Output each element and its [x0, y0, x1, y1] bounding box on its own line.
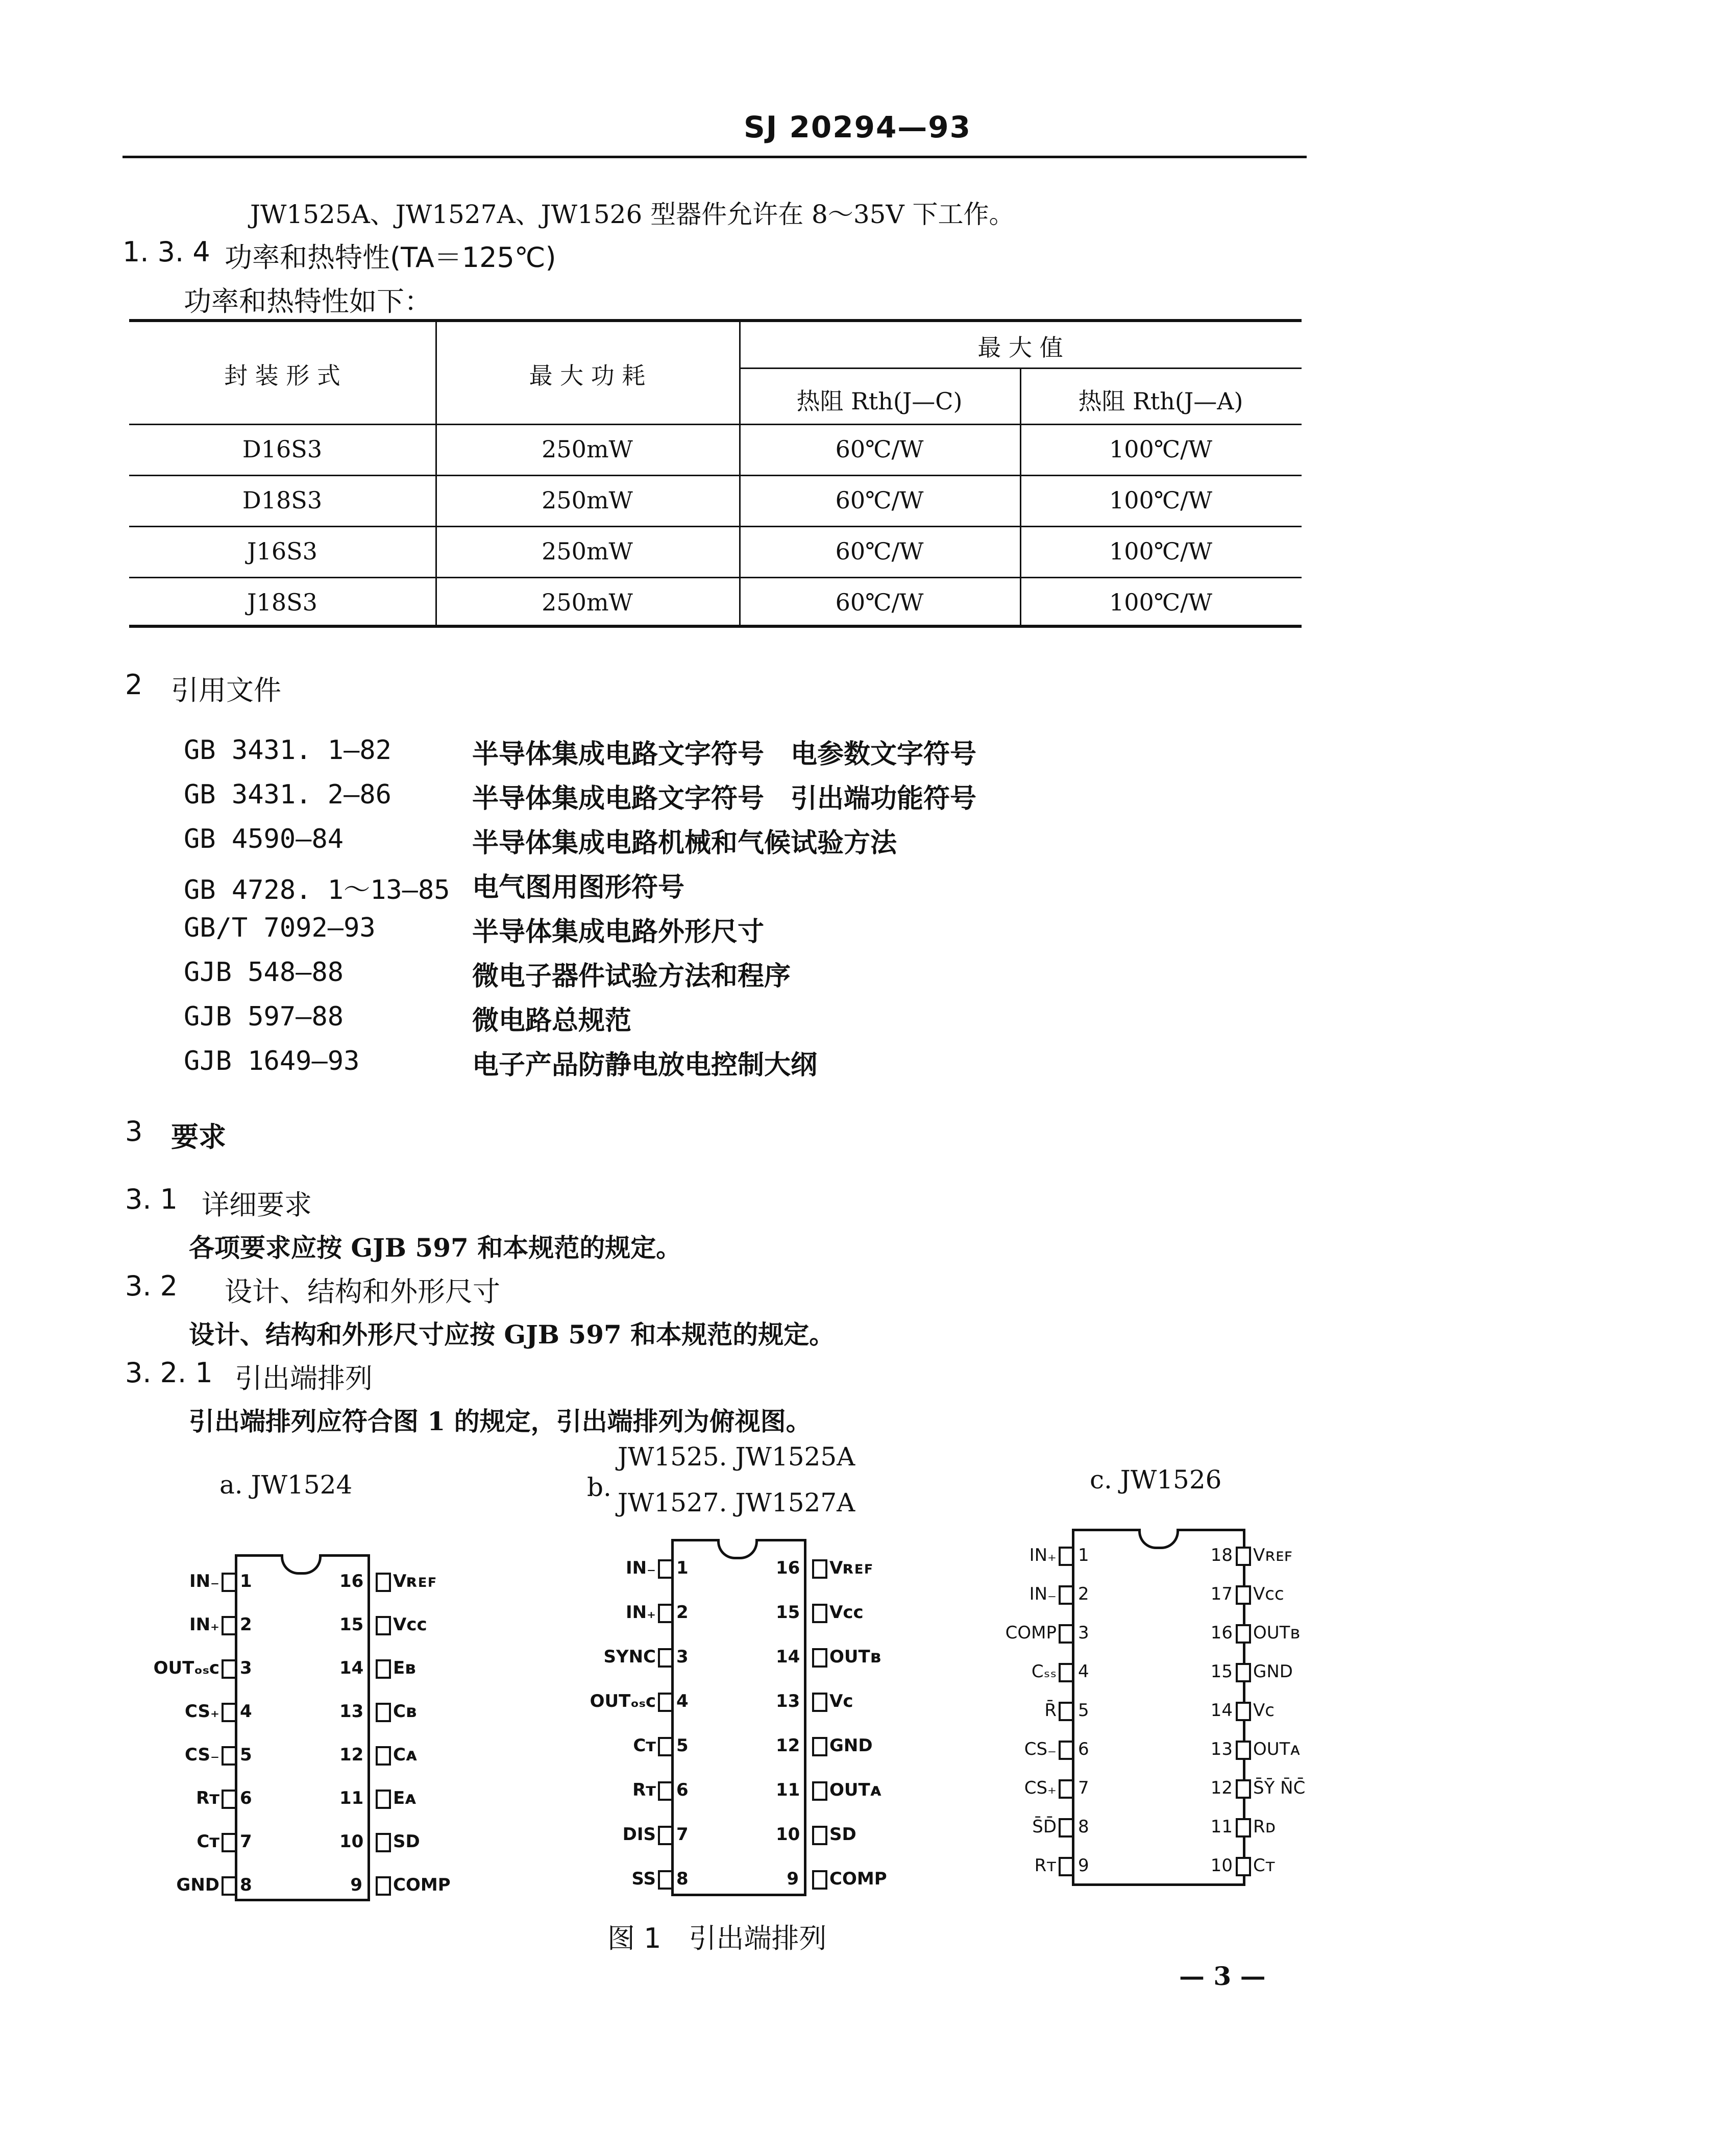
table-cell-package: D18S3 — [242, 486, 323, 514]
table-cell-power: 250mW — [542, 435, 633, 463]
pin-marker — [1236, 1702, 1251, 1721]
pin-label: OUTₒₛc — [590, 1691, 656, 1711]
pin-number: 4 — [676, 1691, 689, 1711]
pin-label: Cᴛ — [633, 1735, 656, 1756]
pin-marker — [222, 1790, 237, 1809]
pin-number: 11 — [339, 1788, 364, 1808]
pin-number: 2 — [676, 1602, 689, 1623]
pin-label: CS₊ — [184, 1701, 219, 1722]
section-3-2-1-title: 引出端排列 — [235, 1362, 373, 1394]
pin-marker — [376, 1659, 391, 1679]
power-thermal-table — [129, 319, 1302, 628]
section-1-3-4-title: 功率和热特性(TA＝125℃) — [225, 241, 556, 274]
pin-label: Rᴅ — [1253, 1817, 1276, 1837]
table-cell-power: 250mW — [542, 537, 633, 565]
pin-number: 12 — [339, 1745, 364, 1765]
pin-label: Rᴛ — [1034, 1855, 1057, 1876]
pin-marker — [1236, 1624, 1251, 1644]
section-3-2-body: 设计、结构和外形尺寸应按 GJB 597 和本规范的规定。 — [189, 1319, 835, 1350]
pin-label: GND — [1253, 1661, 1293, 1682]
pin-marker — [1059, 1741, 1074, 1760]
pin-number: 7 — [676, 1824, 689, 1845]
pin-marker — [222, 1703, 237, 1722]
pin-label: CS₋ — [1024, 1739, 1057, 1759]
pin-label: SD — [829, 1824, 856, 1845]
section-3-1-body: 各项要求应按 GJB 597 和本规范的规定。 — [189, 1233, 682, 1263]
pin-number: 7 — [240, 1831, 252, 1852]
pin-marker — [1236, 1779, 1251, 1799]
pin-number: 10 — [1210, 1855, 1233, 1876]
pin-number: 17 — [1210, 1584, 1233, 1604]
section-3-title: 要求 — [171, 1121, 226, 1153]
section-3-1-number: 3. 1 — [125, 1183, 178, 1215]
pin-number: 8 — [1078, 1817, 1089, 1837]
pin-number: 13 — [1210, 1739, 1233, 1759]
pin-label: CS₋ — [184, 1745, 219, 1765]
section-3-2-1-number: 3. 2. 1 — [125, 1357, 213, 1389]
section-1-3-4-number: 1. 3. 4 — [122, 236, 210, 268]
section-1-3-4-lead: 功率和热特性如下： — [184, 285, 432, 317]
pin-marker — [812, 1648, 827, 1668]
header-max-power: 最 大 功 耗 — [529, 362, 646, 389]
pin-marker — [222, 1659, 237, 1679]
pin-marker — [376, 1746, 391, 1766]
pin-label: GND — [829, 1735, 873, 1756]
pin-number: 12 — [1210, 1778, 1233, 1798]
pin-marker — [222, 1573, 237, 1592]
pin-label: SS — [631, 1869, 656, 1889]
pin-number: 1 — [1078, 1545, 1089, 1565]
pin-marker — [812, 1737, 827, 1756]
reference-title: 电子产品防静电放电控制大纲 — [472, 1049, 818, 1081]
pin-label: Cᴀ — [393, 1745, 418, 1765]
pin-marker — [376, 1833, 391, 1852]
pin-marker — [1059, 1857, 1074, 1876]
pin-number: 15 — [339, 1614, 364, 1635]
pin-marker — [1059, 1547, 1074, 1566]
pin-label: Vᴄᴄ — [1253, 1584, 1284, 1604]
reference-title: 半导体集成电路外形尺寸 — [472, 916, 765, 947]
pin-number: 13 — [339, 1701, 364, 1722]
pin-label: IN₋ — [1029, 1584, 1057, 1604]
pin-marker — [1059, 1663, 1074, 1682]
pin-marker — [1059, 1818, 1074, 1837]
pin-marker — [376, 1616, 391, 1635]
pin-label: Vᴄᴄ — [829, 1602, 864, 1623]
table-cell-jc: 60℃/W — [835, 435, 924, 463]
pin-number: 5 — [1078, 1700, 1089, 1721]
pin-number: 13 — [776, 1691, 800, 1711]
diagram-b-prefix: b. — [587, 1473, 611, 1502]
pin-number: 9 — [1078, 1855, 1089, 1876]
reference-code: GB/T 7092—93 — [184, 913, 376, 943]
pin-marker — [658, 1559, 673, 1579]
pin-label: CS₊ — [1024, 1778, 1057, 1798]
pin-number: 3 — [1078, 1623, 1089, 1643]
pin-marker — [1236, 1857, 1251, 1876]
table-cell-ja: 100℃/W — [1109, 537, 1213, 565]
section-3-2-title: 设计、结构和外形尺寸 — [225, 1276, 500, 1308]
diagram-b-label-line1: JW1525. JW1525A — [618, 1442, 855, 1472]
pin-label: Eʙ — [393, 1658, 416, 1678]
pin-number: 9 — [350, 1875, 362, 1895]
pin-number: 15 — [1210, 1661, 1233, 1682]
pin-marker — [1236, 1585, 1251, 1605]
pin-number: 5 — [676, 1735, 689, 1756]
section-3-2-1-body: 引出端排列应符合图 1 的规定，引出端排列为俯视图。 — [189, 1406, 812, 1436]
pin-marker — [1059, 1779, 1074, 1799]
pin-label: OUTᴀ — [1253, 1739, 1301, 1759]
diagram-b-label-line2: JW1527. JW1527A — [618, 1488, 855, 1517]
reference-code: GJB 548—88 — [184, 957, 344, 988]
pin-label: Vᴄᴄ — [393, 1614, 427, 1635]
pin-marker — [658, 1648, 673, 1668]
pin-label: Vʀᴇꜰ — [829, 1558, 874, 1578]
pin-label: Cʙ — [393, 1701, 417, 1722]
pin-label: S̄D̄ — [1032, 1817, 1057, 1837]
reference-title: 微电子器件试验方法和程序 — [472, 961, 791, 992]
pin-marker — [1236, 1818, 1251, 1837]
pin-number: 14 — [1210, 1700, 1233, 1721]
table-cell-jc: 60℃/W — [835, 537, 924, 565]
pin-number: 10 — [339, 1831, 364, 1852]
pin-label: IN₋ — [625, 1558, 656, 1578]
pin-marker — [1059, 1702, 1074, 1721]
pin-number: 2 — [1078, 1584, 1089, 1604]
table-cell-power: 250mW — [542, 486, 633, 514]
pin-number: 12 — [776, 1735, 800, 1756]
section-3-2-number: 3. 2 — [125, 1270, 178, 1302]
diagram-c-label: c. JW1526 — [1090, 1465, 1222, 1494]
pin-number: 1 — [676, 1558, 689, 1578]
pin-marker — [1059, 1624, 1074, 1644]
reference-title: 微电路总规范 — [472, 1005, 632, 1036]
table-cell-jc: 60℃/W — [835, 589, 924, 616]
pin-label: Cᴛ — [197, 1831, 219, 1852]
pin-label: R̄ — [1044, 1700, 1057, 1721]
pin-marker — [376, 1790, 391, 1809]
table-cell-package: D16S3 — [242, 435, 323, 463]
pin-number: 14 — [339, 1658, 364, 1678]
pin-label: Rᴛ — [632, 1780, 656, 1800]
pin-label: Rᴛ — [196, 1788, 219, 1808]
reference-code: GB 3431. 2—86 — [184, 779, 391, 810]
pin-label: Vʀᴇꜰ — [393, 1571, 437, 1591]
pin-label: Vᴄ — [829, 1691, 853, 1711]
pin-number: 3 — [240, 1658, 252, 1678]
pin-label: IN₋ — [189, 1571, 219, 1591]
pin-number: 8 — [240, 1875, 252, 1895]
table-cell-package: J16S3 — [247, 537, 317, 565]
pin-marker — [1236, 1547, 1251, 1566]
pin-label: DIS — [622, 1824, 656, 1845]
reference-title: 半导体集成电路文字符号 引出端功能符号 — [472, 783, 977, 814]
pin-label: SD — [393, 1831, 420, 1852]
header-rth-jc: 热阻 Rth(J—C) — [796, 387, 963, 415]
pin-label: SYNC — [603, 1647, 656, 1667]
pin-marker — [658, 1737, 673, 1756]
pin-number: 9 — [787, 1869, 799, 1889]
reference-code: GB 3431. 1—82 — [184, 735, 391, 766]
reference-code: GB 4728. 1～13—85 — [184, 875, 450, 905]
pin-label: GND — [176, 1875, 219, 1895]
reference-title: 电气图用图形符号 — [472, 872, 685, 903]
pin-label: COMP — [829, 1869, 887, 1889]
pin-label: Vʀᴇꜰ — [1253, 1545, 1293, 1565]
pin-label: S̄Ȳ N̄C̄ — [1253, 1778, 1306, 1798]
pin-marker — [812, 1604, 827, 1623]
pin-marker — [812, 1870, 827, 1890]
pin-number: 6 — [676, 1780, 689, 1800]
pin-label: OUTₒₛc — [153, 1658, 219, 1678]
reference-code: GJB 597—88 — [184, 1001, 344, 1032]
pin-label: IN₊ — [625, 1602, 656, 1623]
pin-number: 10 — [776, 1824, 800, 1845]
pin-number: 4 — [240, 1701, 252, 1722]
pin-marker — [812, 1693, 827, 1712]
section-2-title: 引用文件 — [171, 674, 281, 706]
section-3-number: 3 — [125, 1115, 143, 1147]
pin-marker — [1059, 1585, 1074, 1605]
pin-number: 11 — [776, 1780, 800, 1800]
pin-marker — [658, 1693, 673, 1712]
pin-label: Eᴀ — [393, 1788, 416, 1808]
table-cell-power: 250mW — [542, 589, 633, 616]
pin-number: 11 — [1210, 1817, 1233, 1837]
pin-number: 7 — [1078, 1778, 1089, 1798]
pin-number: 16 — [339, 1571, 364, 1591]
pin-number: 16 — [1210, 1623, 1233, 1643]
header-rule — [122, 156, 1307, 158]
pin-marker — [812, 1826, 827, 1845]
reference-title: 半导体集成电路机械和气候试验方法 — [472, 827, 897, 859]
pin-number: 2 — [240, 1614, 252, 1635]
pin-number: 3 — [676, 1647, 689, 1667]
pin-label: IN₊ — [1029, 1545, 1057, 1565]
diagram-a-label: a. JW1524 — [219, 1470, 353, 1500]
pin-label: COMP — [393, 1875, 451, 1895]
header-max-value: 最 大 值 — [977, 334, 1063, 361]
pin-number: 4 — [1078, 1661, 1089, 1682]
table-cell-jc: 60℃/W — [835, 486, 924, 514]
page-number: — 3 — — [1179, 1961, 1266, 1991]
pin-number: 6 — [1078, 1739, 1089, 1759]
pin-marker — [658, 1870, 673, 1890]
pin-marker — [658, 1826, 673, 1845]
pin-marker — [376, 1703, 391, 1722]
pin-number: 18 — [1210, 1545, 1233, 1565]
pin-marker — [222, 1833, 237, 1852]
table-cell-ja: 100℃/W — [1109, 589, 1213, 616]
reference-title: 半导体集成电路文字符号 电参数文字符号 — [472, 739, 977, 770]
document-standard-number: SJ 20294—93 — [743, 110, 972, 144]
reference-code: GJB 1649—93 — [184, 1046, 360, 1076]
pin-label: OUTʙ — [829, 1647, 881, 1667]
pin-number: 16 — [776, 1558, 800, 1578]
pin-marker — [222, 1876, 237, 1896]
pin-marker — [376, 1876, 391, 1896]
section-2-number: 2 — [125, 669, 143, 701]
pin-marker — [222, 1616, 237, 1635]
pin-number: 8 — [676, 1869, 689, 1889]
pin-marker — [812, 1781, 827, 1801]
table-cell-ja: 100℃/W — [1109, 435, 1213, 463]
pin-marker — [222, 1746, 237, 1766]
pin-label: OUTʙ — [1253, 1623, 1301, 1643]
table-cell-ja: 100℃/W — [1109, 486, 1213, 514]
pin-number: 5 — [240, 1745, 252, 1765]
intro-line: JW1525A、JW1527A、JW1526 型器件允许在 8～35V 下工作。 — [250, 200, 1015, 229]
pin-marker — [1236, 1663, 1251, 1682]
pin-label: Vᴄ — [1253, 1700, 1275, 1721]
header-package: 封 装 形 式 — [224, 362, 340, 389]
pin-label: COMP — [1005, 1623, 1057, 1643]
pin-marker — [376, 1573, 391, 1592]
reference-code: GB 4590—84 — [184, 824, 344, 854]
pin-label: IN₊ — [189, 1614, 219, 1635]
pin-marker — [658, 1781, 673, 1801]
pin-marker — [1236, 1741, 1251, 1760]
pin-number: 15 — [776, 1602, 800, 1623]
pin-number: 14 — [776, 1647, 800, 1667]
section-3-1-title: 详细要求 — [202, 1189, 312, 1221]
pin-number: 6 — [240, 1788, 252, 1808]
pin-label: Cₛₛ — [1031, 1661, 1057, 1682]
figure-caption: 图 1 引出端排列 — [607, 1922, 827, 1954]
pin-marker — [658, 1604, 673, 1623]
pin-marker — [812, 1559, 827, 1579]
pin-number: 1 — [240, 1571, 252, 1591]
pin-label: OUTᴀ — [829, 1780, 881, 1800]
table-cell-package: J18S3 — [247, 589, 317, 616]
pin-label: Cᴛ — [1253, 1855, 1276, 1876]
header-rth-ja: 热阻 Rth(J—A) — [1078, 387, 1243, 415]
